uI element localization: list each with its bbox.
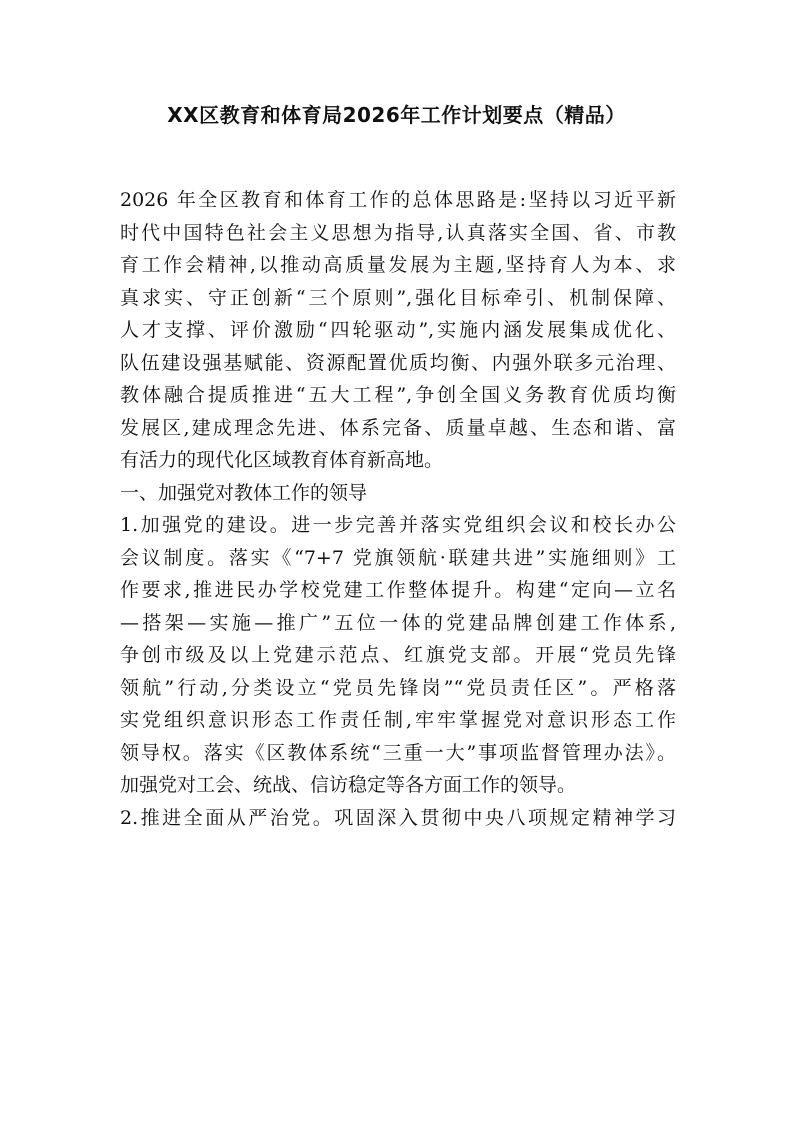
body-line: 育工作会精神,以推动高质量发展为主题,坚持育人为本、求 xyxy=(120,254,676,276)
body-line: 队伍建设强基赋能、资源配置优质均衡、内强外联多元治理、 xyxy=(120,351,676,374)
body-line: 2026 年全区教育和体育工作的总体思路是:坚持以习近平新 xyxy=(120,189,676,211)
body-line: 2.推进全面从严治党。巩固深入贯彻中央八项规定精神学习 xyxy=(120,806,676,829)
body-line: 实党组织意识形态工作责任制,牢牢掌握党对意识形态工作 xyxy=(120,709,676,731)
body-line: 人才支撑、评价激励“四轮驱动”,实施内涵发展集成优化、 xyxy=(120,319,676,341)
body-line: 会议制度。落实《“7+7 党旗领航·联建共进”实施细则》工 xyxy=(120,546,676,569)
body-line: —搭架—实施—推广”五位一体的党建品牌创建工作体系, xyxy=(120,611,676,634)
body-line: 1.加强党的建设。进一步完善并落实党组织会议和校长办公 xyxy=(120,514,676,536)
body-line: 教体融合提质推进“五大工程”,争创全国义务教育优质均衡 xyxy=(120,384,676,406)
document-body xyxy=(120,184,676,834)
body-line: 加强党对工会、统战、信访稳定等各方面工作的领导。 xyxy=(120,774,577,796)
body-line: 领导权。落实《区教体系统“三重一大”事项监督管理办法》。 xyxy=(120,741,676,764)
document-title: XX区教育和体育局2026年工作计划要点（精品） xyxy=(167,103,626,127)
body-line: 真求实、守正创新“三个原则”,强化目标牵引、机制保障、 xyxy=(120,286,676,309)
body-line: 时代中国特色社会主义思想为指导,认真落实全国、省、市教 xyxy=(120,221,676,244)
body-line: 发展区,建成理念先进、体系完备、质量卓越、生态和谐、富 xyxy=(120,416,676,439)
body-line: 有活力的现代化区域教育体育新高地。 xyxy=(120,449,444,471)
body-line: 作要求,推进民办学校党建工作整体提升。构建“定向—立名 xyxy=(120,579,676,601)
body-line: 领航”行动,分类设立“党员先锋岗”“党员责任区”。严格落 xyxy=(120,676,676,699)
body-line: 争创市级及以上党建示范点、红旗党支部。开展“党员先锋 xyxy=(120,644,676,666)
section-heading: 一、加强党对教体工作的领导 xyxy=(120,481,368,504)
